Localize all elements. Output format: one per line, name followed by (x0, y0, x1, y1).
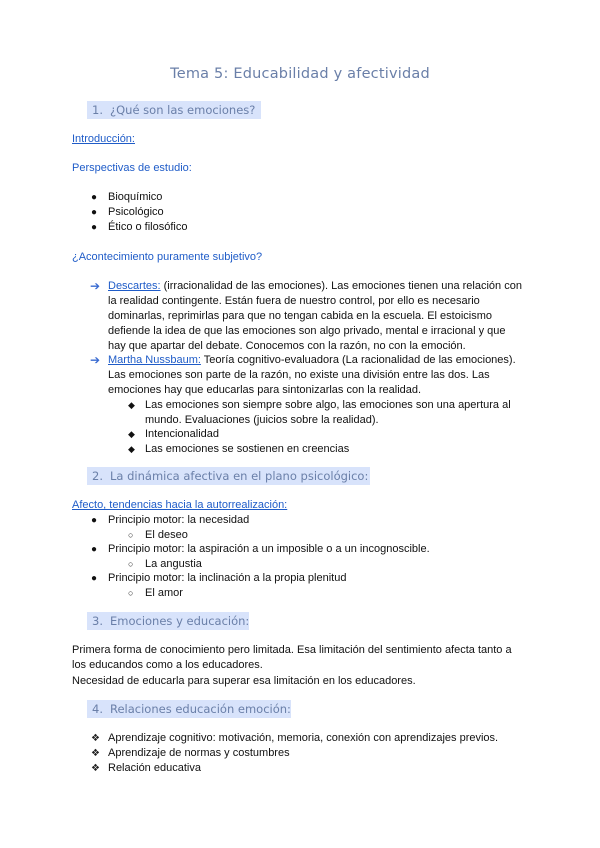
sub-item: Las emociones se sostienen en creencias (145, 443, 350, 455)
nussbaum-line (108, 353, 516, 368)
circle-bullet-icon: ○ (128, 559, 134, 569)
section-1-number: 1. (92, 103, 103, 117)
list-item: Principio motor: la necesidad (108, 514, 250, 526)
descartes-line: defiende la idea de que las emociones son algo privado, mental e irracional y que (108, 325, 506, 337)
perspectivas-heading: Perspectivas de estudio: (72, 162, 192, 174)
list-item: Ético o filosófico (108, 221, 188, 233)
descartes-line (108, 279, 522, 294)
nussbaum-line: emociones hay que educarlas para sintonizarlas con la realidad. (108, 384, 422, 396)
descartes-text: (irracionalidad de las emociones). Las emociones tienen una relación con (160, 280, 522, 292)
list-item: Principio motor: la aspiración a un imposible o a un incognoscible. (108, 543, 430, 555)
descartes-line: hay que apartar del debate. Conocemos con la razón, no con la emoción. (108, 340, 466, 352)
diamond-bullet-icon: ◆ (128, 444, 135, 454)
nussbaum-text: Teoría cognitivo-evaluadora (La racionalidad de las emociones). (200, 354, 516, 366)
bullet-icon: ● (91, 192, 98, 203)
sub-item: El amor (145, 587, 183, 599)
bullet-icon: ● (91, 222, 98, 233)
arrow-right-icon: ➔ (90, 279, 101, 293)
bullet-icon: ● (91, 515, 98, 526)
sparkle-bullet-icon: ❖ (91, 748, 100, 759)
sub-item: El deseo (145, 529, 188, 541)
list-item: Aprendizaje cognitivo: motivación, memoria, conexión con aprendizajes previos. (108, 732, 499, 744)
diamond-bullet-icon: ◆ (128, 400, 135, 410)
diamond-bullet-icon: ◆ (128, 429, 135, 439)
section-1-heading: ¿Qué son las emociones? (110, 103, 256, 117)
nussbaum-name: Martha Nussbaum: (108, 354, 201, 366)
list-item: Principio motor: la inclinación a la propia plenitud (108, 572, 347, 584)
list-item: Bioquímico (108, 191, 163, 203)
acontecimiento-heading: ¿Acontecimiento puramente subjetivo? (72, 251, 263, 263)
sub-item: Intencionalidad (145, 428, 220, 440)
bullet-icon: ● (91, 544, 98, 555)
descartes-line: la realidad contingente. Están fuera de nuestro control, por ello es necesario (108, 295, 480, 307)
section-4-heading: Relaciones educación emoción: (110, 702, 291, 716)
sparkle-bullet-icon: ❖ (91, 733, 100, 744)
afecto-heading: Afecto, tendencias hacia la autorrealización: (72, 499, 288, 511)
paragraph-line: Primera forma de conocimiento pero limitada. Esa limitación del sentimiento afecta tanto a (72, 644, 512, 656)
section-3-heading: Emociones y educación: (110, 614, 250, 628)
sub-item: Las emociones son siempre sobre algo, las emociones son una apertura al (145, 399, 511, 411)
arrow-right-icon: ➔ (90, 353, 101, 367)
bullet-icon: ● (91, 573, 98, 584)
list-item: Psicológico (108, 206, 164, 218)
nussbaum-line: Las emociones son parte de la razón, no existe una división entre las dos. Las (108, 369, 490, 381)
page-title: Tema 5: Educabilidad y afectividad (170, 66, 430, 82)
descartes-line: dominarlas, reprimirlas para que no tengan cabida en la escuela. El estoicismo (108, 310, 492, 322)
section-3-number: 3. (92, 614, 103, 628)
section-4-number: 4. (92, 702, 103, 716)
intro-heading: Introducción: (72, 133, 135, 145)
list-item: Relación educativa (108, 762, 201, 774)
bullet-icon: ● (91, 207, 98, 218)
paragraph-line: los educandos como a los educadores. (72, 659, 263, 671)
section-2-heading: La dinámica afectiva en el plano psicológico: (110, 469, 369, 483)
list-item: Aprendizaje de normas y costumbres (108, 747, 290, 759)
paragraph-line: Necesidad de educarla para superar esa limitación en los educadores. (72, 675, 416, 687)
circle-bullet-icon: ○ (128, 530, 134, 540)
sub-item: La angustia (145, 558, 202, 570)
sparkle-bullet-icon: ❖ (91, 763, 100, 774)
section-2-number: 2. (92, 469, 103, 483)
descartes-name: Descartes: (108, 280, 161, 292)
circle-bullet-icon: ○ (128, 588, 134, 598)
sub-item: mundo. Evaluaciones (juicios sobre la realidad). (145, 414, 379, 426)
